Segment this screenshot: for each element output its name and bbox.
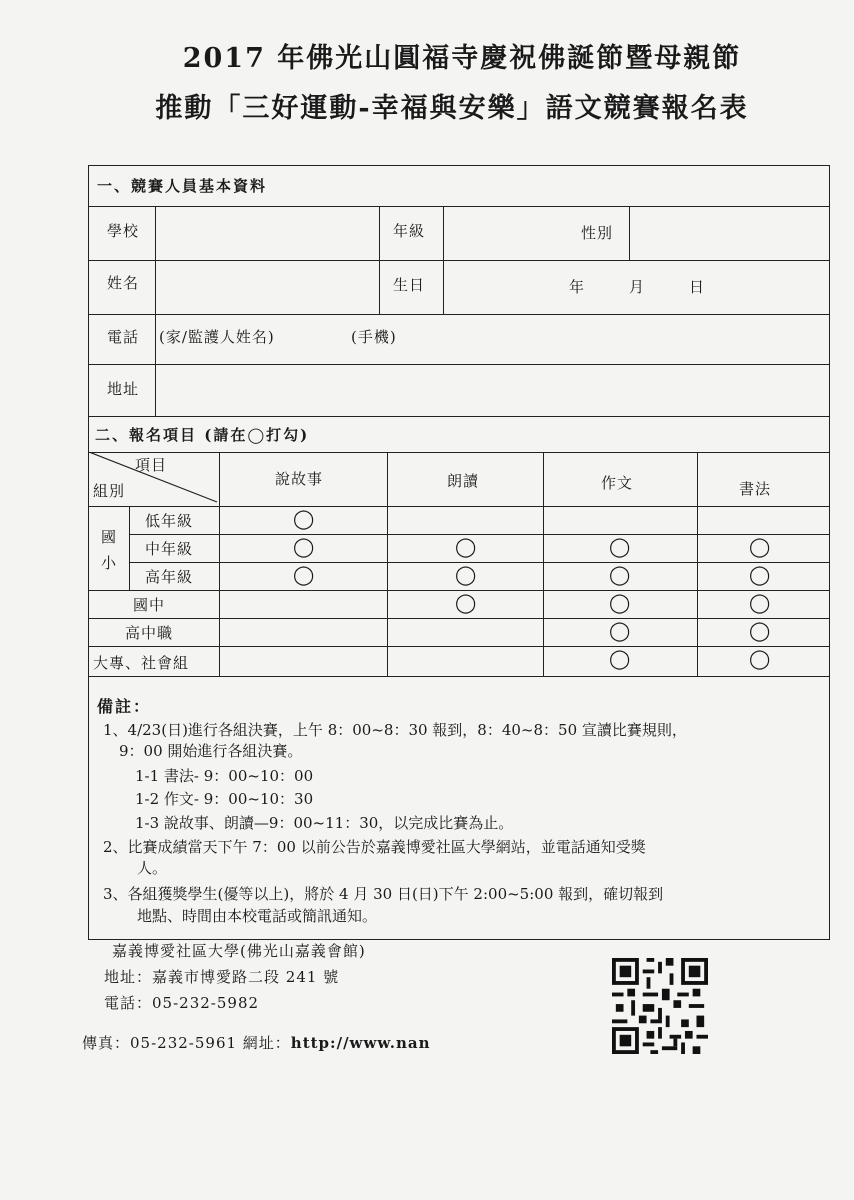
grade-field[interactable] (447, 210, 577, 250)
gender-label: 性別 (581, 224, 614, 242)
row-label-college-public: 大專、社會組 (93, 654, 190, 672)
birthday-day-label: 日 (689, 278, 706, 296)
option-circle-icon[interactable]: ◯ (749, 592, 771, 614)
note-line: 1-3 說故事、朗讀—9：00~11：30，以完成比賽為止。 (135, 814, 514, 832)
option-circle-icon[interactable]: ◯ (293, 508, 315, 530)
gender-field[interactable] (633, 210, 823, 250)
footer-fax-web (82, 1032, 431, 1053)
column-reading: 朗讀 (447, 472, 480, 490)
note-line: 1、4/23(日)進行各組決賽，上午 8：00~8：30 報到，8：40~8：50 宣讀比賽規則， (103, 721, 687, 739)
column-calligraphy: 書法 (739, 480, 772, 498)
address-field[interactable] (159, 368, 819, 412)
form-title-line2: 推動「三好運動-幸福與安樂」語文競賽報名表 (155, 93, 749, 124)
name-label: 姓名 (107, 274, 140, 292)
option-circle-icon[interactable]: ◯ (749, 536, 771, 558)
footer-org: 嘉義博愛社區大學(佛光山嘉義會館) (112, 942, 366, 960)
option-circle-icon[interactable]: ◯ (293, 536, 315, 558)
section1-heading: 一、競賽人員基本資料 (97, 177, 268, 195)
note-line: 1-1 書法- 9：00~10：00 (135, 767, 314, 785)
row-label-lower-grade: 低年級 (145, 512, 194, 530)
birthday-label: 生日 (393, 276, 426, 294)
option-circle-icon[interactable]: ◯ (749, 620, 771, 642)
guardian-name-label: (家/監護人姓名) (159, 328, 275, 346)
option-circle-icon[interactable]: ◯ (455, 592, 477, 614)
name-field[interactable] (159, 264, 377, 304)
option-circle-icon[interactable]: ◯ (749, 564, 771, 586)
option-circle-icon[interactable]: ◯ (609, 564, 631, 586)
row-label-middle-grade: 中年級 (145, 540, 194, 558)
option-circle-icon[interactable]: ◯ (455, 536, 477, 558)
phone-label: 電話 (107, 328, 140, 346)
option-circle-icon[interactable]: ◯ (609, 536, 631, 558)
address-label: 地址 (107, 380, 140, 398)
note-line: 3、各組獲獎學生(優等以上)，將於 4 月 30 日(日)下午 2:00~5:00 報到，確切報到 (103, 885, 664, 903)
column-essay: 作文 (601, 474, 634, 492)
grade-label: 年級 (393, 222, 426, 240)
corner-item-label: 項目 (135, 456, 168, 474)
corner-group-label: 組別 (93, 482, 126, 500)
phone-field[interactable] (419, 318, 819, 358)
form-title-line1: 2017 年佛光山圓福寺慶祝佛誕節暨母親節 (182, 43, 742, 74)
elementary-label: 國小 (101, 528, 118, 572)
school-label: 學校 (107, 222, 140, 240)
footer-address: 地址：嘉義市博愛路二段 241 號 (104, 968, 340, 986)
note-line: 地點、時間由本校電話或簡訊通知。 (137, 907, 378, 925)
option-circle-icon[interactable]: ◯ (293, 564, 315, 586)
option-circle-icon[interactable]: ◯ (749, 648, 771, 670)
birthday-year-label: 年 (569, 278, 586, 296)
note-line: 人。 (137, 859, 168, 877)
option-circle-icon[interactable]: ◯ (609, 620, 631, 642)
note-line: 2、比賽成績當天下午 7：00 以前公告於嘉義博愛社區大學網站，並電話通知受獎 (103, 838, 646, 856)
note-line: 1-2 作文- 9：00~10：30 (135, 790, 314, 808)
option-circle-icon[interactable]: ◯ (609, 592, 631, 614)
footer-phone: 電話：05-232-5982 (104, 994, 260, 1012)
school-field[interactable] (159, 210, 377, 250)
option-circle-icon[interactable]: ◯ (609, 648, 631, 670)
row-label-junior-high: 國中 (133, 596, 166, 614)
qr-code-icon (612, 958, 708, 1054)
option-circle-icon[interactable]: ◯ (455, 564, 477, 586)
registration-form (88, 165, 830, 940)
row-label-upper-grade: 高年級 (145, 568, 194, 586)
footer-fax: 傳真：05-232-5961 網址： (82, 1034, 291, 1052)
notes-heading: 備註： (97, 697, 152, 716)
footer-url[interactable]: http://www.nan (290, 1034, 431, 1052)
note-line: 9：00 開始進行各組決賽。 (119, 742, 303, 760)
birthday-month-label: 月 (629, 278, 646, 296)
column-story: 說故事 (275, 470, 324, 488)
mobile-label: (手機) (351, 328, 397, 346)
section2-heading: 二、報名項目 (請在◯打勾) (95, 426, 310, 444)
row-label-senior-high: 高中職 (125, 624, 174, 642)
